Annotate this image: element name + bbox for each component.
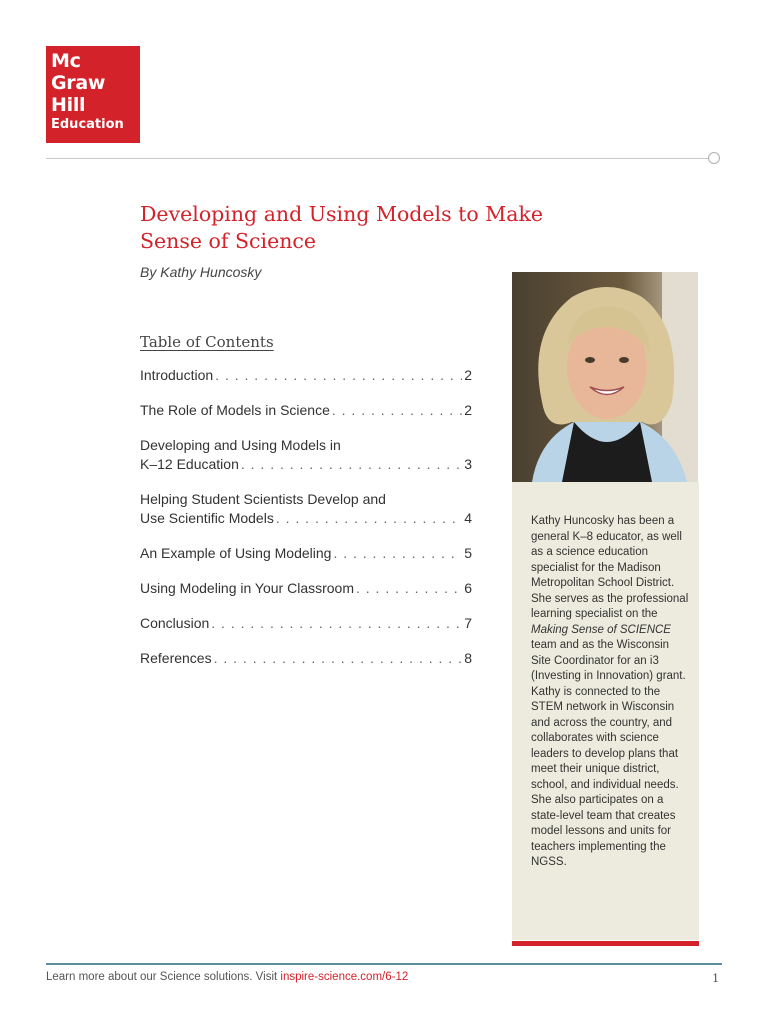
portrait-photo-icon: [512, 272, 698, 482]
toc-page-number: 5: [464, 545, 472, 561]
toc-entry-k12-education[interactable]: [140, 436, 472, 474]
footer-text: [46, 971, 408, 983]
toc-leader: [215, 366, 462, 385]
footer-divider: [46, 963, 722, 965]
toc-label: Introduction: [140, 367, 214, 383]
toc-label-line: Helping Student Scientists Develop and: [140, 491, 386, 507]
bio-text-italic: Making Sense of SCIENCE: [531, 623, 671, 636]
sidebar-accent-bar: [512, 941, 699, 946]
toc-label: Conclusion: [140, 615, 210, 631]
toc-page-number: 6: [464, 580, 472, 596]
toc-label: An Example of Using Modeling: [140, 545, 332, 561]
logo-line-2: Graw: [51, 72, 106, 94]
header-divider: [46, 158, 710, 159]
toc-entry-introduction[interactable]: [140, 366, 472, 385]
toc-page-number: 4: [464, 510, 472, 526]
toc-entry-references[interactable]: [140, 649, 472, 668]
bio-text-part-2: team and as the Wisconsin Site Coordinator for an i3 (Investing in Innovation) grant. Kathy is connected to the STEM network in Wisconsin and across the country, and collaborates with science leaders to develop plans that meet their unique district, school, and individual needs. She also participates on a state-level team that creates model lessons and units for teachers implementing the NGSS.: [531, 639, 686, 868]
toc-entry-example-modeling[interactable]: [140, 544, 472, 563]
author-byline: By Kathy Huncosky: [140, 264, 262, 280]
toc-page-number: 3: [464, 456, 472, 472]
bio-text-part-1: Kathy Huncosky has been a general K–8 educator, as well as a science education specialist for the Madison Metropolitan School District. She serves as the professional learning specialist on the: [531, 515, 689, 620]
toc-entry-student-scientists[interactable]: [140, 490, 472, 528]
page-number: 1: [712, 971, 720, 985]
toc-entry-classroom[interactable]: [140, 579, 472, 598]
toc-label-line: Developing and Using Models in: [140, 437, 341, 453]
toc-leader: [332, 401, 462, 420]
toc-leader: [241, 455, 462, 474]
toc-page-number: 7: [464, 615, 472, 631]
author-bio-sidebar: [512, 482, 699, 940]
toc-entry-conclusion[interactable]: [140, 614, 472, 633]
toc-entry-role-of-models[interactable]: [140, 401, 472, 420]
toc-leader: [276, 509, 462, 528]
author-bio-text: [531, 514, 689, 871]
toc-page-number: 2: [464, 367, 472, 383]
toc-leader: [214, 649, 463, 668]
toc-label: Use Scientific Models: [140, 510, 274, 526]
logo-line-1: Mc: [51, 50, 81, 72]
toc-label: Using Modeling in Your Classroom: [140, 580, 354, 596]
divider-end-circle: [708, 152, 720, 164]
toc-page-number: 2: [464, 402, 472, 418]
logo-line-3: Hill: [51, 94, 86, 116]
toc-label: References: [140, 650, 212, 666]
toc-heading: Table of Contents: [140, 333, 274, 351]
logo-line-4: Education: [51, 117, 124, 132]
toc-page-number: 8: [464, 650, 472, 666]
author-portrait-photo: [512, 272, 698, 482]
toc-label: K–12 Education: [140, 456, 239, 472]
toc-label: The Role of Models in Science: [140, 402, 330, 418]
footer-label: Learn more about our Science solutions. Visit: [46, 971, 281, 983]
document-title: Developing and Using Models to Make Sense of Science: [140, 202, 544, 253]
toc-leader: [333, 544, 462, 563]
toc-leader: [211, 614, 462, 633]
mcgraw-hill-logo: [46, 46, 140, 143]
table-of-contents: [140, 366, 472, 668]
toc-leader: [356, 579, 462, 598]
footer-link[interactable]: inspire-science.com/6-12: [280, 971, 409, 983]
